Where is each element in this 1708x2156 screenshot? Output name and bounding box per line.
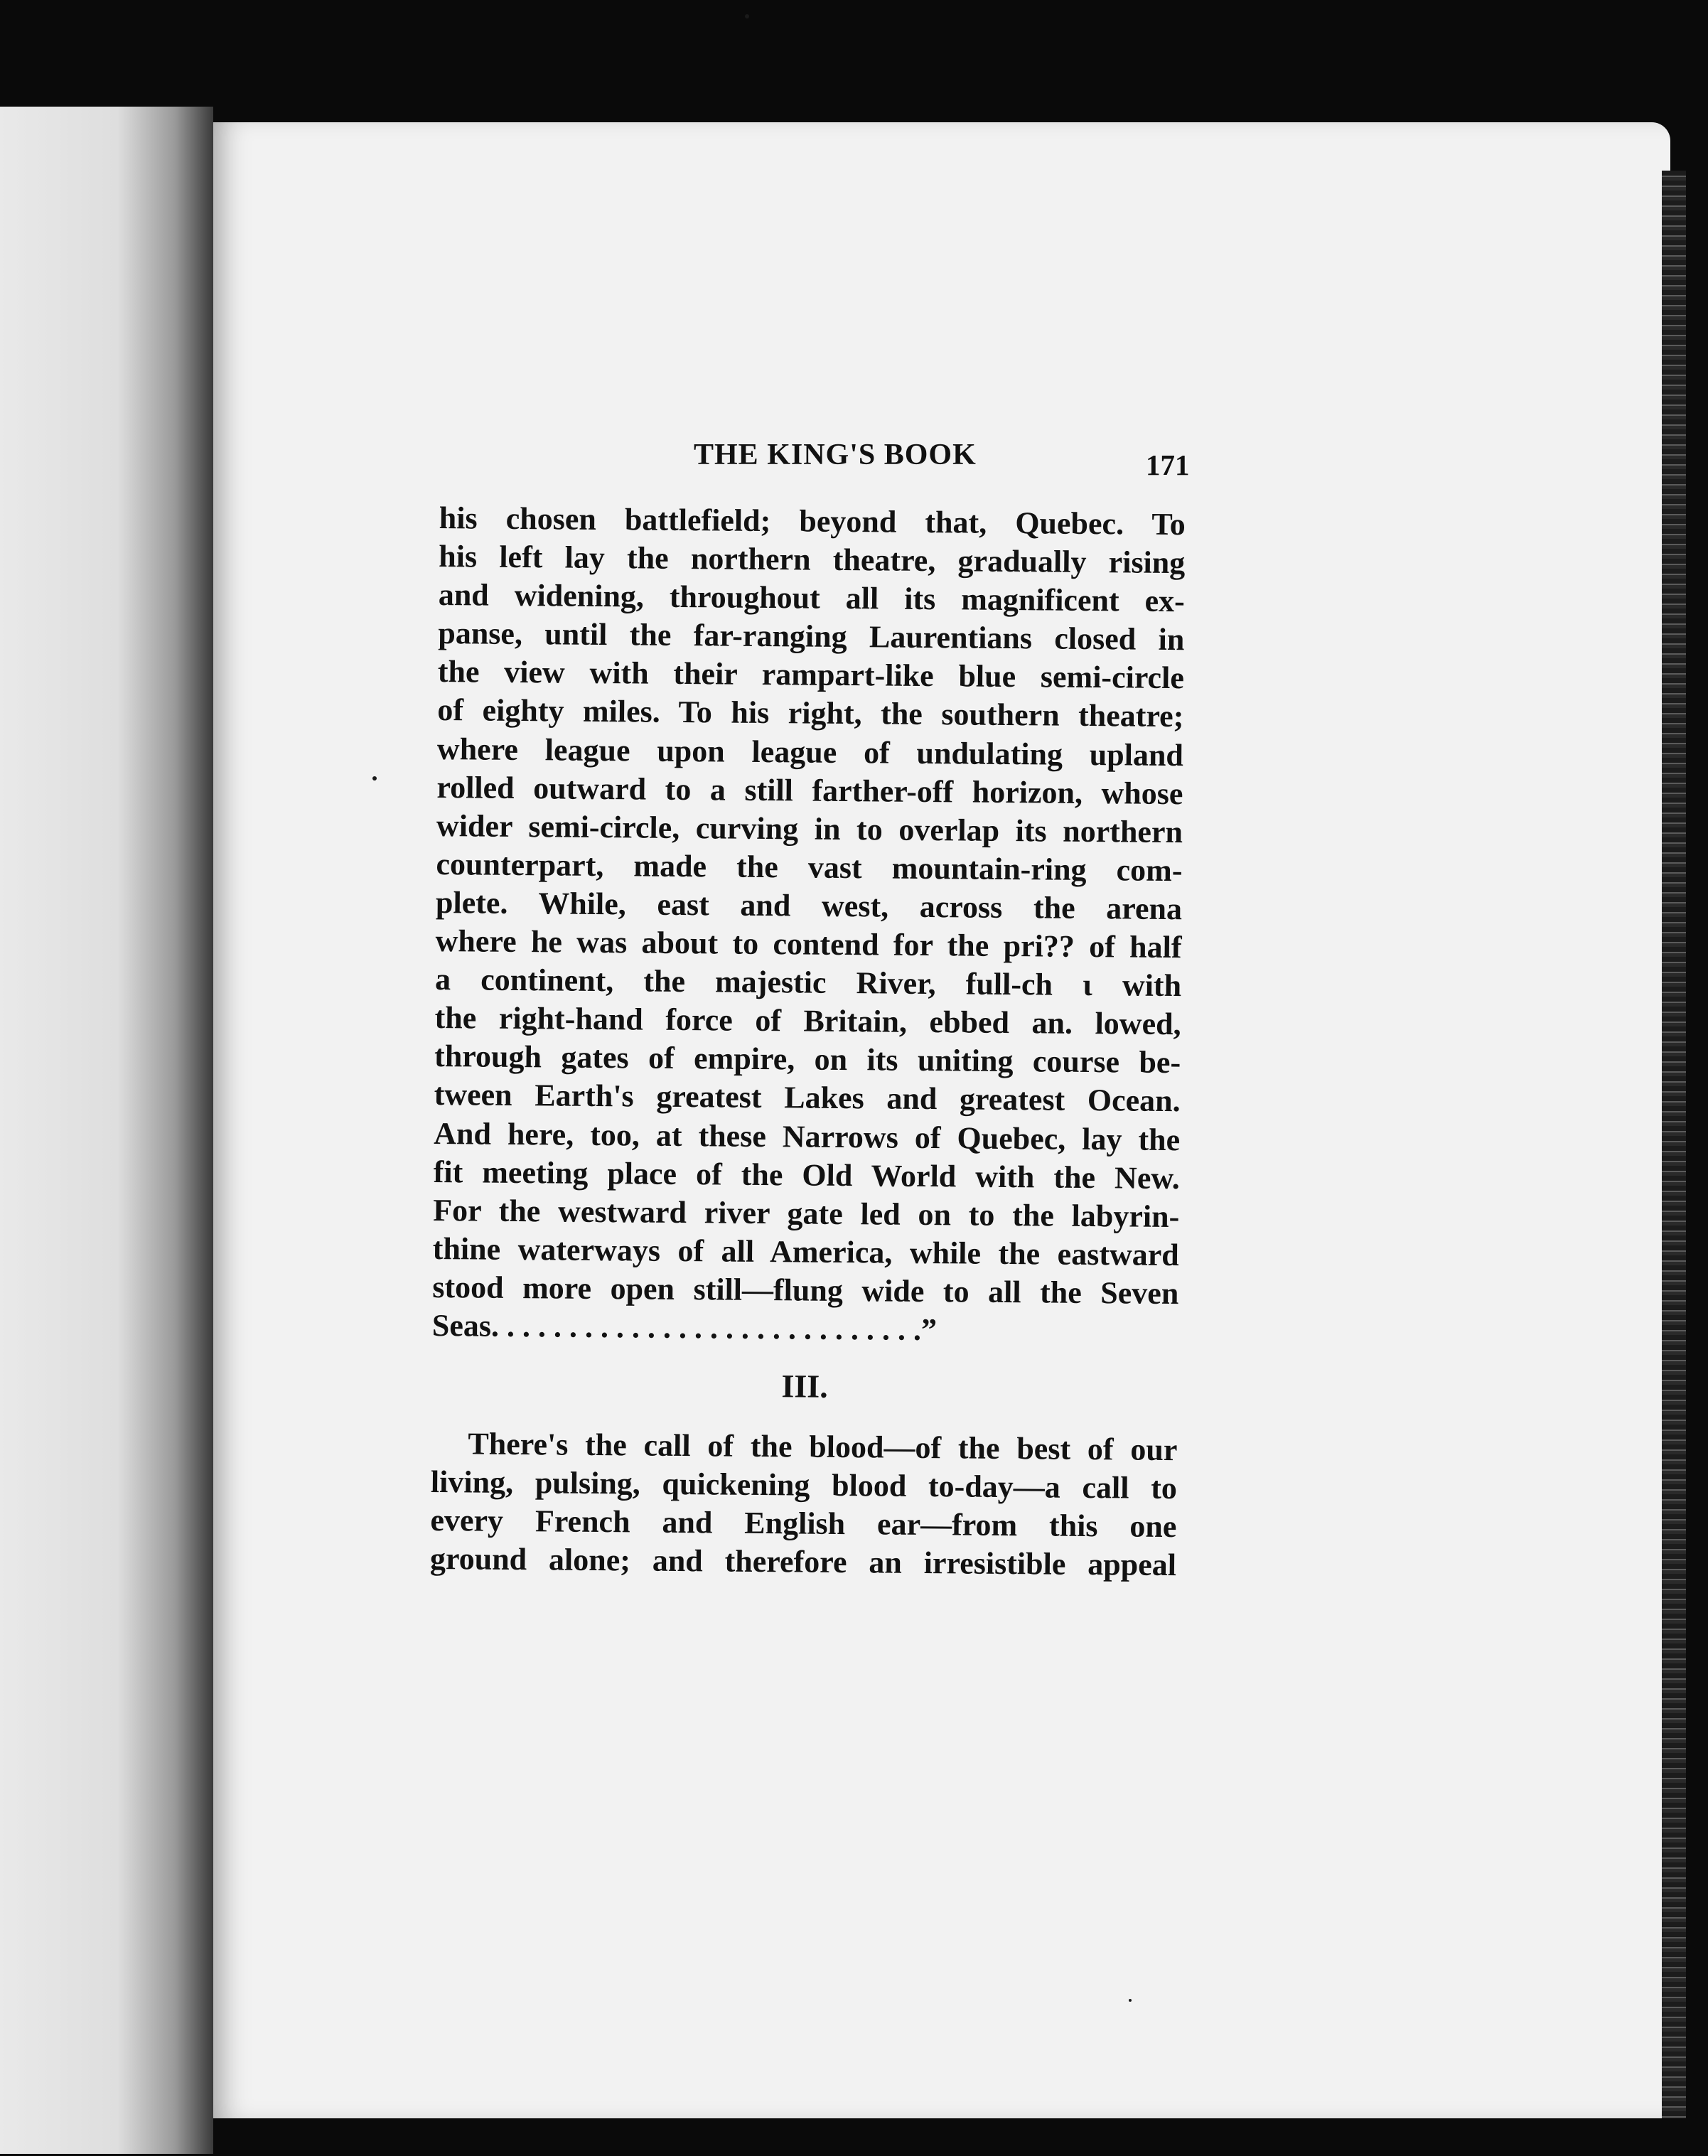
body-text [430,499,1186,1585]
text-line: plete. While, east and west, across the arena [435,884,1183,927]
text-line: thine waterways of all America, while the eastward [432,1230,1179,1272]
scan-speck [1129,1999,1132,2002]
text-line: Seas. . . . . . . . . . . . . . . . . . . . . . . . . . . .” [431,1307,938,1348]
text-line: his left lay the northern theatre, gradually rising [439,539,1186,581]
text-line: every French and English ear—from this one [430,1503,1177,1545]
section-heading: III. [781,1368,828,1405]
text-line: living, pulsing, quickening blood to-day—a call to [430,1464,1178,1506]
text-line: counterpart, made the vast mountain-ring com- [436,846,1183,888]
text-line: a continent, the majestic River, full-ch ι with [434,962,1182,1004]
facing-page-edge [0,107,213,2154]
text-line: through gates of empire, on its uniting course be- [434,1039,1181,1080]
text-line: the view with their rampart-like blue semi-circle [437,654,1185,696]
text-line: of eighty miles. To his right, the southern theatre; [437,692,1184,734]
text-line: panse, until the far-ranging Laurentians closed in [438,616,1185,658]
text-line: stood more open still—flung wide to all the Seven [432,1269,1179,1311]
text-line: and widening, throughout all its magnificent ex- [438,577,1185,619]
text-line: ground alone; and therefore an irresistible appeal [429,1541,1177,1583]
running-head: THE KING'S BOOK [694,439,977,471]
paragraph-1 [432,499,1186,1351]
text-line: For the westward river gate led on to the labyrin- [433,1192,1180,1234]
text-line: rolled outward to a still farther-off horizon, whose [436,769,1183,811]
text-line: There's the call of the blood—of the best of our [468,1426,1178,1468]
text-line: And here, too, at these Narrows of Quebec, lay the [434,1115,1181,1157]
text-line: the right-hand force of Britain, ebbed an. lowed, [434,1000,1181,1042]
text-line: tween Earth's greatest Lakes and greatest Ocean. [434,1077,1181,1119]
text-line: where he was about to contend for the pri?? of half [435,923,1182,965]
text-line: his chosen battlefield; beyond that, Quebec. To [439,500,1186,542]
scan-speck [372,776,377,781]
text-line: where league upon league of undulating upland [436,731,1184,773]
scan-speck [745,14,749,18]
text-line: fit meeting place of the Old World with the New. [433,1154,1180,1196]
page-number: 171 [1146,449,1190,481]
text-line: wider semi-circle, curving in to overlap its northern [436,808,1183,849]
page-stack-edge [1662,171,1686,2118]
paragraph-2 [430,1425,1178,1585]
